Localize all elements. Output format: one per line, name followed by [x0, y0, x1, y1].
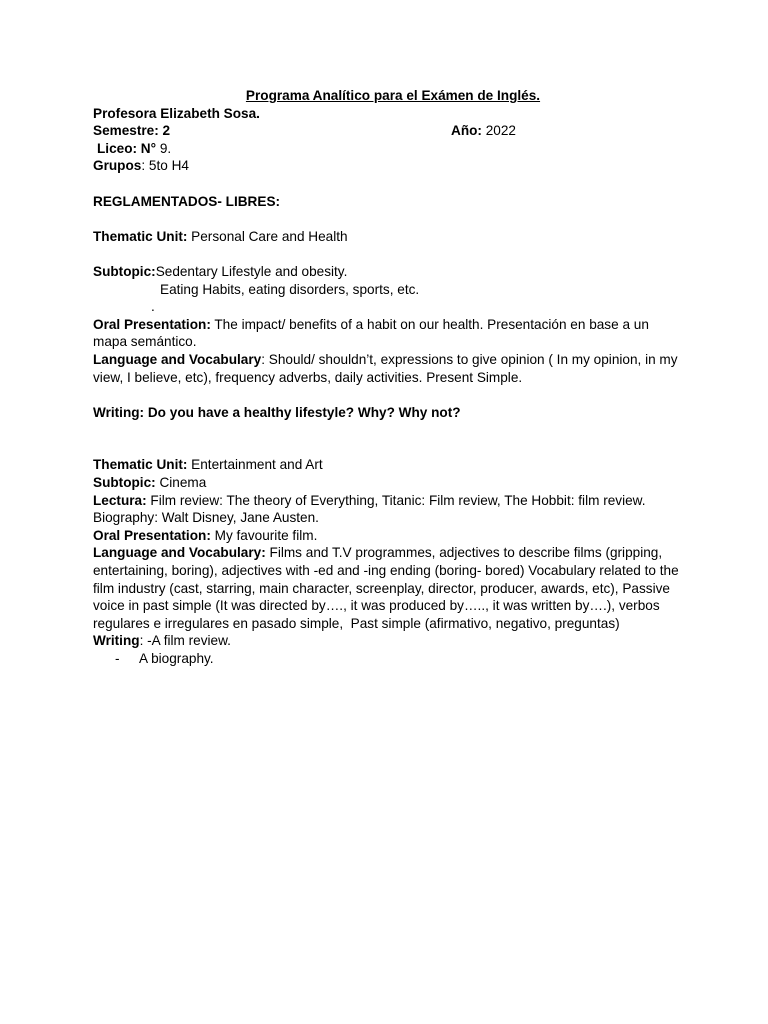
- unit2-bullet-item: [93, 650, 683, 668]
- liceo-label: Liceo: N°: [97, 140, 157, 156]
- section-heading: [93, 193, 683, 211]
- unit2-language: [93, 544, 683, 632]
- unit2-thematic-label: Thematic Unit:: [93, 457, 188, 473]
- unit2-subtopic-label: Subtopic:: [93, 475, 156, 491]
- unit2-thematic: [93, 456, 683, 474]
- ano-label: Año:: [451, 123, 482, 139]
- liceo-value: 9.: [156, 140, 172, 156]
- unit1-oral-value: The impact/ benefits of a habit on our health. Presentación en base a un mapa semántico.: [93, 316, 653, 350]
- semestre-label: Semestre: 2: [93, 123, 171, 139]
- unit1-oral: [93, 316, 683, 351]
- unit2-writing-value: : -A film review.: [139, 633, 231, 649]
- unit2-lectura-value: Film review: The theory of Everything, Titanic: Film review, The Hobbit: film review. Biography: Walt Disney, Jane Austen.: [93, 492, 650, 526]
- bullet-text: A biography.: [139, 651, 214, 666]
- unit1-subtopic-label: Subtopic:: [93, 263, 156, 279]
- unit1-subtopic-line3: .: [151, 299, 155, 315]
- teacher-name: [93, 105, 683, 123]
- semestre-row: [93, 122, 683, 140]
- ano-value: 2022: [481, 123, 516, 139]
- unit2-language-label: Language and Vocabulary:: [93, 545, 266, 561]
- unit1-subtopic: [93, 263, 683, 281]
- unit2-writing: [93, 632, 683, 650]
- unit1-oral-label: Oral Presentation:: [93, 316, 211, 332]
- unit1-thematic: [93, 228, 683, 246]
- bullet-dash: -: [115, 651, 120, 666]
- unit2-oral-value: My favourite film.: [210, 527, 318, 543]
- unit2-subtopic: [93, 474, 683, 492]
- unit2-oral: [93, 527, 683, 545]
- unit1-writing: [93, 404, 683, 422]
- unit1-writing-text: Writing: Do you have a healthy lifestyle? Why? Why not?: [93, 404, 461, 420]
- document-title: Programa Analítico para el Exámen de Inglés.: [245, 88, 541, 103]
- unit2-lectura: [93, 492, 683, 527]
- grupos-label: Grupos: [93, 158, 142, 174]
- grupos-row: [93, 157, 683, 175]
- grupos-value: : 5to H4: [141, 158, 189, 174]
- unit1-subtopic-value: Sedentary Lifestyle and obesity.: [155, 263, 348, 279]
- section-heading-text: REGLAMENTADOS- LIBRES:: [93, 193, 281, 209]
- unit2-language-value: Films and T.V programmes, adjectives to describe films (gripping, entertaining, boring), adjectives with -ed and -ing ending (boring- bored) Vocabulary related to the film industry (cast, starring, main character, screenplay, director, producer, awards, etc), Passive voice in past simple (It was directed by…., it was produced by….., it was written by….), verbos regulares e irregulares en pasado simple, Past simple (afirmativo, negativo, preguntas): [93, 545, 683, 631]
- unit1-language-value: : Should/ shouldn’t, expressions to give opinion ( In my opinion, in my view, I believe, etc), frequency adverbs, daily activities. Present Simple.: [93, 351, 682, 385]
- unit1-language-label: Language and Vocabulary: [93, 351, 262, 367]
- unit1-subtopic-line2: Eating Habits, eating disorders, sports, etc.: [160, 281, 420, 297]
- unit2-writing-label: Writing: [93, 633, 140, 649]
- unit1-thematic-label: Thematic Unit:: [93, 228, 188, 244]
- unit2-lectura-label: Lectura:: [93, 492, 147, 508]
- unit2-subtopic-value: Cinema: [155, 475, 207, 491]
- document-body: [93, 87, 683, 668]
- liceo-row: [93, 140, 683, 158]
- unit2-oral-label: Oral Presentation:: [93, 527, 211, 543]
- unit2-thematic-value: Entertainment and Art: [187, 457, 323, 473]
- unit1-language: [93, 351, 683, 386]
- teacher-label: Profesora Elizabeth Sosa.: [93, 105, 260, 121]
- unit1-thematic-value: Personal Care and Health: [187, 228, 348, 244]
